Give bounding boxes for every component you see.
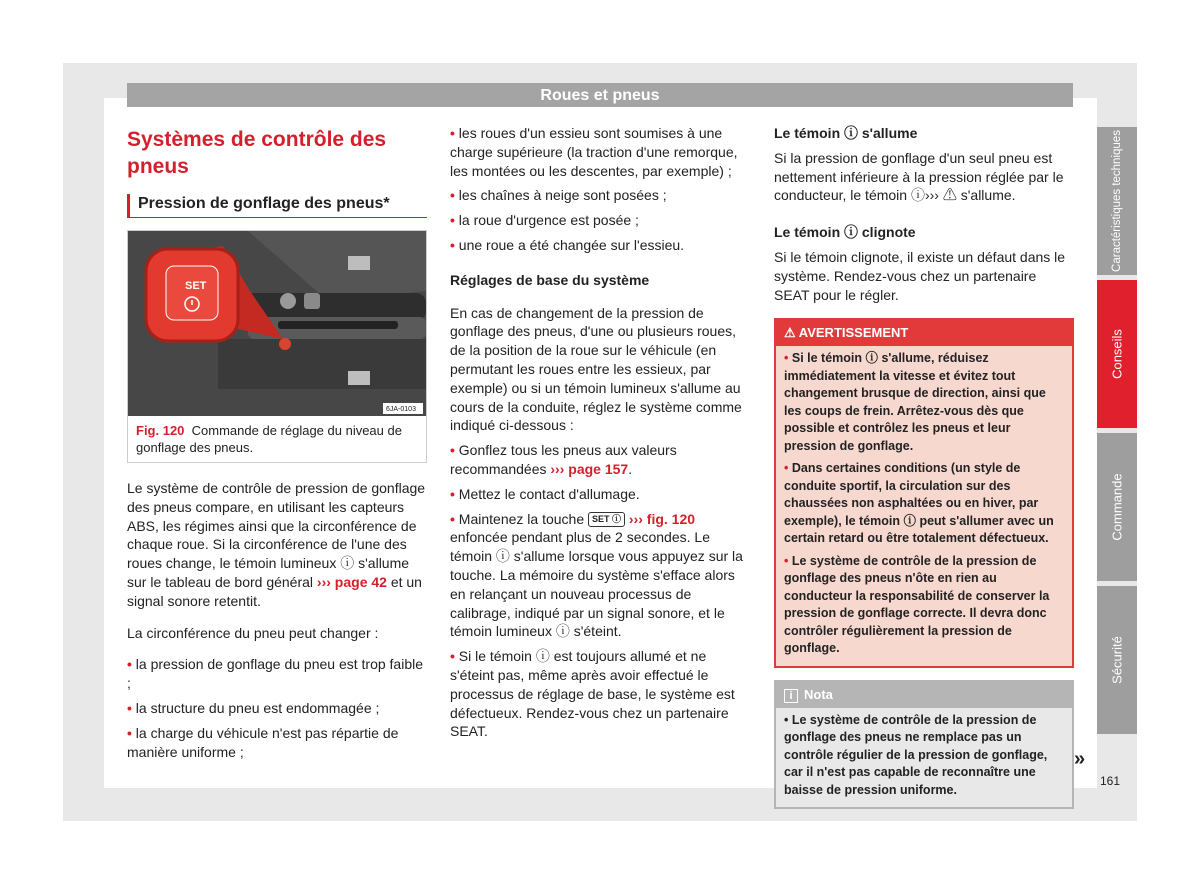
tab-label: Conseils — [1109, 329, 1125, 379]
set-label: SET — [185, 280, 207, 292]
list-item — [450, 211, 752, 230]
tab-conseils[interactable] — [1097, 280, 1137, 428]
bullet-icon: • — [784, 553, 792, 568]
note-body — [776, 708, 1072, 808]
bullet-icon: • — [784, 461, 792, 476]
tab-label: Sécurité — [1109, 636, 1125, 684]
column-3 — [774, 124, 1074, 809]
note-title-text: Nota — [804, 686, 833, 702]
warning-item — [784, 350, 1064, 455]
bullet-icon: • — [450, 648, 459, 665]
list-item-text: la charge du véhicule n'est pas répartie de manière uniforme ; — [127, 724, 399, 760]
list-item-text: enfoncée pendant plus de 2 secondes. Le témoin ⓘ s'allume lorsque vous appuyez sur la touche. La mémoire du système s'efface alors en relançant un nouveau processus de calibrage, indiqué par un signal sonore, et le témoin lumineux ⓘ s'éteint. — [450, 529, 743, 640]
bullet-icon: • — [450, 442, 459, 459]
figure-code: 6JA-0103 — [386, 406, 416, 413]
circumference-paragraph: La circonférence du pneu peut changer : — [127, 624, 379, 641]
list-item-text: la roue d'urgence est posée ; — [458, 212, 639, 229]
figure-label: Fig. 120 — [136, 423, 185, 438]
warning-icon: ⚠ — [784, 325, 799, 341]
list-item — [450, 186, 752, 205]
column-2 — [450, 124, 752, 747]
bullet-icon: • — [450, 510, 459, 527]
bullet-icon: • — [450, 187, 459, 204]
note-item — [784, 712, 1064, 800]
tab-caracteristiques[interactable] — [1097, 127, 1137, 275]
bullet-icon: • — [450, 212, 459, 229]
note-box — [774, 680, 1074, 810]
intro-paragraph — [127, 479, 427, 611]
tab-label: Caractéristiques techniques — [1111, 130, 1123, 272]
warning-box — [774, 318, 1074, 668]
list-item-text: les roues d'un essieu sont soumises à une charge supérieure (la traction d'une remorque, les montées ou les descentes, par exemple) ; — [450, 125, 738, 179]
list-item-text: Mettez le contact d'allumage. — [458, 485, 640, 502]
column-1 — [127, 124, 427, 767]
list-item-text: la pression de gonflage du pneu est trop faible ; — [127, 656, 424, 692]
console-illustration — [128, 231, 426, 416]
list-item — [127, 699, 427, 718]
base-settings-intro: En cas de changement de la pression de gonflage des pneus, d'une ou plusieurs roues, de la position de la roue sur le véhicule (en permutant les roues entre les essieux, par exemple) ou si un témoin lumineux s'allume au cours de la conduite, réglez le système comme indiqué ci-dessous : — [450, 304, 742, 434]
list-item — [450, 485, 752, 504]
tab-label: Commande — [1109, 473, 1125, 541]
list-item — [450, 647, 752, 741]
list-item — [450, 441, 752, 479]
warning-item-text: Si le témoin ⓘ s'allume, réduisez immédiatement la vitesse et évitez tout changement brusque de direction, ainsi que les coups de frein. Arrêtez-vous dès que possible et contrôlez les pneus et leur pression de gonflage. — [784, 351, 1046, 453]
page-157-link[interactable]: ››› page 157 — [550, 460, 629, 477]
warning-title — [776, 320, 1072, 346]
note-item-text: Le système de contrôle de la pression de gonflage des pneus ne remplace pas un contrôle régulier de la pression de gonflage, car il n'est pas capable de reconnaître une baisse de pression uniforme. — [784, 712, 1048, 797]
warning-item-text: Dans certaines conditions (un style de conduite sportif, la circulation sur des chaussées non asphaltées ou en hiver, par exemple), le témoin ⓘ peut s'allumer avec un certain retard ou être totalement défectueux. — [784, 461, 1054, 546]
continue-icon: » — [1074, 748, 1086, 770]
section-header: Roues et pneus — [127, 83, 1073, 107]
tab-commande[interactable] — [1097, 433, 1137, 581]
list-item — [450, 510, 752, 642]
lamp-on-paragraph: Si la pression de gonflage d'un seul pneu est nettement inférieure à la pression réglée par le conducteur, le témoin ⓘ››› ⚠ s'allume. — [774, 149, 1064, 204]
figure-120 — [127, 230, 427, 463]
lamp-blink-heading: Le témoin ⓘ clignote — [774, 224, 916, 241]
base-settings-heading: Réglages de base du système — [450, 271, 650, 288]
list-item — [127, 724, 427, 762]
list-item-text: Gonflez tous les pneus aux valeurs recommandées — [450, 442, 677, 477]
list-item-text: Si le témoin ⓘ est toujours allumé et ne s'éteint pas, même après avoir effectué le processus de réglage de base, le système est défectueux. Rendez-vous chez un partenaire SEAT. — [450, 648, 735, 740]
page-number: 161 — [1099, 774, 1121, 788]
note-title — [776, 682, 1072, 708]
bullet-icon: • — [127, 656, 136, 673]
warning-body — [776, 346, 1072, 666]
bullet-icon: • — [127, 724, 136, 741]
figure-caption — [128, 416, 426, 462]
intro-text-a: Le système de contrôle de pression de gonflage des pneus compare, en utilisant les capteurs ABS, les régimes ainsi que la circonférence de chaque roue. Si la circonférence de l'une des roues change, le témoin lumineux ⓘ s'allume sur le tableau de bord général — [127, 480, 426, 590]
info-icon: i — [784, 689, 798, 703]
intro-text-b: et un signal sonore retentit. — [127, 573, 422, 609]
lamp-blink-paragraph: Si le témoin clignote, il existe un défaut dans le système. Rendez-vous chez un partenaire SEAT pour le régler. — [774, 248, 1066, 303]
figure-caption-text: Commande de réglage du niveau de gonflage des pneus. — [136, 423, 402, 455]
list-item-text: . — [628, 460, 633, 477]
warning-item — [784, 460, 1064, 548]
fig-120-link[interactable]: ››› fig. 120 — [628, 510, 696, 527]
figure-image — [128, 231, 426, 416]
list-item — [127, 655, 427, 693]
section-subtitle: Pression de gonflage des pneus* — [127, 194, 427, 218]
bullet-icon: • — [450, 236, 459, 253]
bullet-icon: • — [127, 699, 136, 716]
list-item — [450, 236, 752, 255]
page-42-link[interactable]: ››› page 42 — [316, 573, 387, 590]
bullet-icon: • — [784, 351, 792, 366]
list-item-text: la structure du pneu est endommagée ; — [135, 699, 380, 716]
list-item — [450, 124, 752, 180]
warning-item-text: Le système de contrôle de la pression de gonflage des pneus n'ôte en rien au conducteur la responsabilité de conserver la pression de gonflage correcte. Il devra donc contrôler régulièrement la pression de gonflage. — [784, 553, 1050, 656]
warning-item — [784, 553, 1064, 658]
warning-title-text: AVERTISSEMENT — [798, 325, 909, 341]
bullet-icon: • — [450, 125, 459, 141]
bullet-icon: • — [450, 485, 459, 502]
tab-securite[interactable] — [1097, 586, 1137, 734]
bullet-icon: • — [784, 712, 792, 727]
list-item-text: Maintenez la touche — [458, 510, 588, 527]
lamp-on-heading: Le témoin ⓘ s'allume — [774, 125, 918, 141]
list-item-text: une roue a été changée sur l'essieu. — [458, 236, 685, 253]
page-title: Systèmes de contrôle des pneus — [127, 128, 387, 178]
set-button-icon: SET ⓘ — [588, 512, 625, 527]
list-item-text: les chaînes à neige sont posées ; — [458, 187, 667, 204]
